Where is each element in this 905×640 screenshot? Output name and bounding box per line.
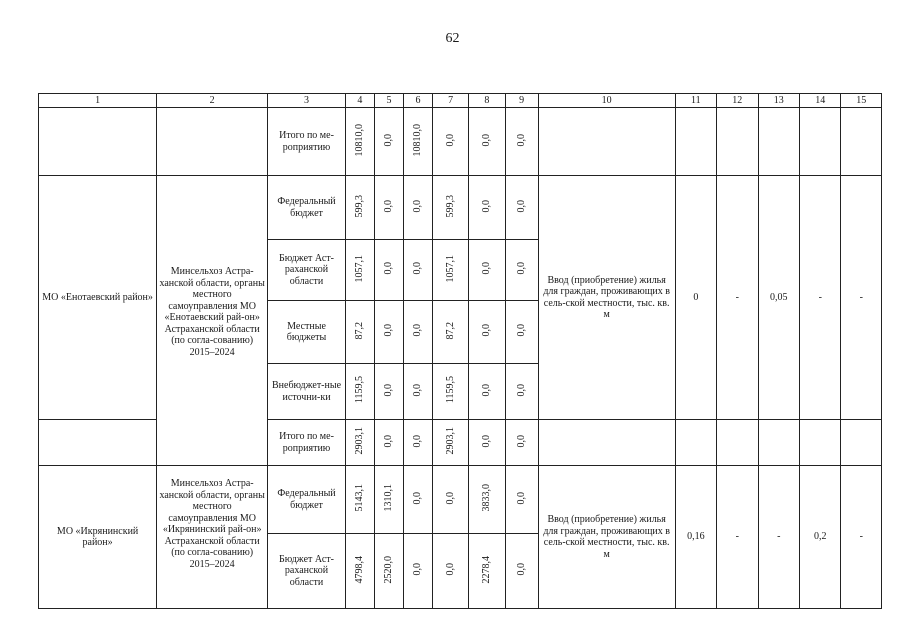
value-cell: 2903,1 [354, 427, 366, 455]
value-cell: 2520,0 [383, 555, 395, 583]
value-cell: 0,0 [515, 563, 527, 576]
source-label: Федеральный бюджет [268, 466, 346, 534]
value-cell: 0,0 [444, 133, 456, 146]
column-number: 15 [841, 94, 882, 108]
indicator-value: 0,16 [675, 466, 716, 609]
value-cell: 87,2 [354, 321, 366, 339]
value-cell: 0,0 [481, 434, 493, 447]
value-cell: 2903,1 [444, 427, 456, 455]
indicator-value: - [758, 466, 799, 609]
value-cell: 10810,0 [412, 123, 424, 156]
value-cell: 1057,1 [444, 254, 456, 282]
source-label: Бюджет Аст-раханской области [268, 534, 346, 609]
indicator-cell: Ввод (приобретение) жилья для граждан, проживающих в сель-ской местности, тыс. кв. м [538, 176, 675, 420]
executor-cell: Минсельхоз Астра-ханской области, органы местного самоуправления МО «Енотаевский рай-он» Астраханской области (по согла-сованию) 2015–2024 [157, 176, 268, 466]
value-cell: 0,0 [412, 563, 424, 576]
column-number: 12 [717, 94, 758, 108]
table-row [39, 176, 882, 240]
value-cell: 2278,4 [481, 555, 493, 583]
value-cell: 0,0 [481, 383, 493, 396]
indicator-value: 0,05 [758, 176, 799, 420]
column-number: 3 [268, 94, 346, 108]
value-cell: 0,0 [383, 434, 395, 447]
column-number: 2 [157, 94, 268, 108]
value-cell: 1310,1 [383, 484, 395, 512]
column-number: 9 [505, 94, 538, 108]
table-row [39, 108, 882, 176]
column-number: 8 [469, 94, 505, 108]
budget-table [38, 93, 882, 609]
value-cell: 4798,4 [354, 555, 366, 583]
value-cell: 10810,0 [354, 123, 366, 156]
value-cell: 0,0 [515, 434, 527, 447]
table-row [39, 466, 882, 534]
column-number: 7 [433, 94, 469, 108]
value-cell: 1057,1 [354, 254, 366, 282]
source-label: Бюджет Аст-раханской области [268, 240, 346, 301]
municipality-cell: МО «Икрянинский район» [39, 466, 157, 609]
value-cell: 0,0 [412, 491, 424, 504]
value-cell: 0,0 [481, 324, 493, 337]
executor-cell: Минсельхоз Астра-ханской области, органы местного самоуправления МО «Икрянинский рай-он» Астраханской области (по согла-сованию) 2015–2024 [157, 466, 268, 609]
value-cell: 599,3 [354, 194, 366, 217]
value-cell: 0,0 [481, 133, 493, 146]
value-cell: 0,0 [412, 199, 424, 212]
column-number: 14 [800, 94, 841, 108]
value-cell: 0,0 [515, 199, 527, 212]
column-number: 4 [345, 94, 374, 108]
value-cell: 1159,5 [354, 376, 366, 404]
column-number: 11 [675, 94, 716, 108]
value-cell: 0,0 [515, 133, 527, 146]
value-cell: 0,0 [444, 563, 456, 576]
column-number: 5 [374, 94, 403, 108]
column-number: 13 [758, 94, 799, 108]
value-cell: 0,0 [481, 199, 493, 212]
value-cell: 0,0 [383, 262, 395, 275]
value-cell: 0,0 [383, 324, 395, 337]
indicator-value: - [800, 176, 841, 420]
value-cell: 0,0 [383, 133, 395, 146]
column-number: 10 [538, 94, 675, 108]
value-cell: 0,0 [515, 324, 527, 337]
value-cell: 0,0 [481, 262, 493, 275]
value-cell: 0,0 [515, 262, 527, 275]
source-label: Федеральный бюджет [268, 176, 346, 240]
value-cell: 0,0 [412, 262, 424, 275]
indicator-value: - [717, 176, 758, 420]
column-number: 6 [403, 94, 432, 108]
municipality-cell: МО «Енотаевский район» [39, 176, 157, 420]
value-cell: 0,0 [515, 491, 527, 504]
indicator-cell: Ввод (приобретение) жилья для граждан, проживающих в сель-ской местности, тыс. кв. м [538, 466, 675, 609]
value-cell: 3833,0 [481, 484, 493, 512]
value-cell: 0,0 [412, 324, 424, 337]
indicator-value: - [841, 466, 882, 609]
value-cell: 87,2 [444, 321, 456, 339]
value-cell: 0,0 [383, 199, 395, 212]
value-cell: 0,0 [444, 491, 456, 504]
indicator-value: - [841, 176, 882, 420]
value-cell: 0,0 [412, 434, 424, 447]
source-label: Итого по ме-роприятию [268, 420, 346, 466]
indicator-value: - [717, 466, 758, 609]
indicator-value: 0 [675, 176, 716, 420]
page-number: 62 [445, 31, 460, 46]
value-cell: 5143,1 [354, 484, 366, 512]
value-cell: 0,0 [412, 383, 424, 396]
value-cell: 0,0 [515, 383, 527, 396]
source-label: Внебюджет-ные источни-ки [268, 364, 346, 420]
column-number: 1 [39, 94, 157, 108]
value-cell: 0,0 [383, 383, 395, 396]
value-cell: 1159,5 [444, 376, 456, 404]
indicator-value: 0,2 [800, 466, 841, 609]
column-number-row [39, 94, 882, 108]
value-cell: 599,3 [444, 194, 456, 217]
source-label: Местные бюджеты [268, 301, 346, 364]
source-label: Итого по ме-роприятию [268, 108, 346, 176]
